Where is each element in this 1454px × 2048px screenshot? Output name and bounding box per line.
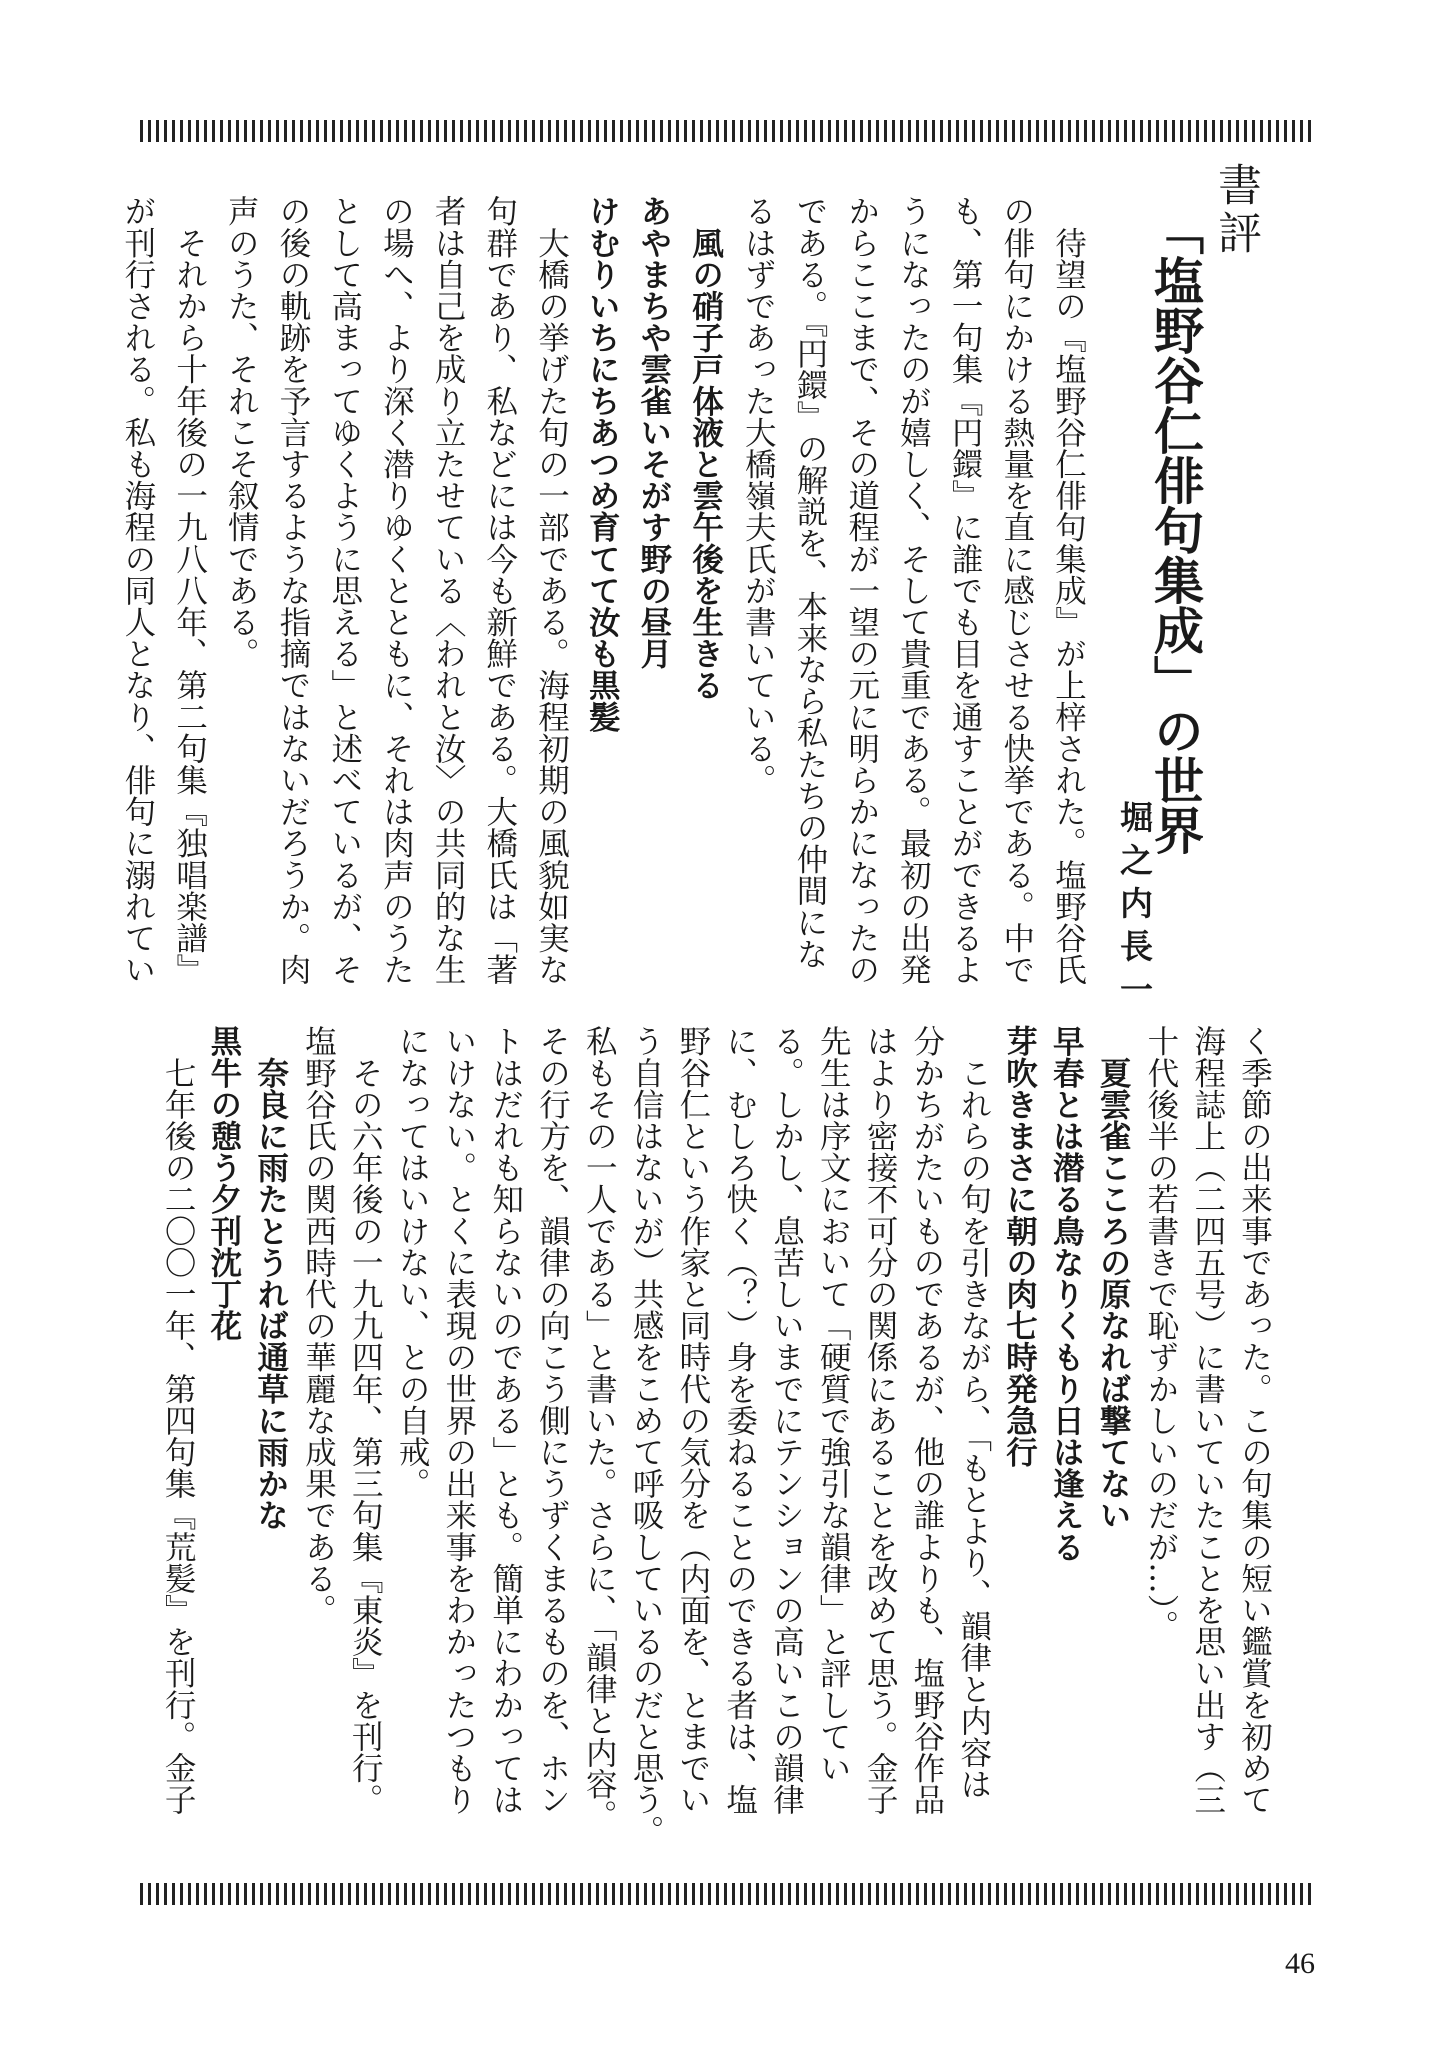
text-column: これらの句を引きながら、「もとより、韻律と内容は (955, 1025, 992, 1800)
text-column: 声のうた、それこそ叙情である。 (223, 195, 260, 669)
text-column: 七年後の二〇〇一年、第四句集『荒髪』を刊行。金子 (160, 1025, 197, 1815)
haiku-line: 早春とは潜る鳥なりくもり日は逢える (1048, 1025, 1086, 1563)
top-ornamental-rule (140, 120, 1315, 142)
bottom-ornamental-rule (140, 1883, 1315, 1905)
text-column: 塩野谷氏の関西時代の華麗な成果である。 (300, 1025, 337, 1626)
text-column: トはだれも知らないのである」とも。簡単にわかっては (487, 1025, 524, 1815)
text-column: 分かちがたいものであるが、他の誰よりも、塩野谷作品 (908, 1025, 945, 1815)
haiku-line: 風の硝子戸体液と雲午後を生きる (687, 195, 725, 701)
text-column: からここまで、その道程が一望の元に明らかになったの (843, 195, 880, 985)
text-column: うになったのが嬉しく、そして貴重である。最初の出発 (895, 195, 932, 985)
text-column: はより密接不可分の関係にあることを改めて思う。金子 (862, 1025, 899, 1815)
article-title: 「塩野谷仁俳句集成」の世界 (1146, 205, 1204, 855)
text-column: が刊行される。私も海程の同人となり、俳句に溺れてい (119, 195, 156, 985)
haiku-line: 芽吹きまさに朝の肉七時発急行 (1001, 1025, 1039, 1468)
text-column: として高まってゆくように思える」と述べているが、そ (326, 195, 363, 985)
text-column: く季節の出来事であった。この句集の短い鑑賞を初めて (1236, 1025, 1273, 1815)
text-column: 句群であり、私などには今も新鮮である。大橋氏は「著 (481, 195, 518, 985)
text-column: 待望の『塩野谷仁俳句集成』が上梓された。塩野谷氏 (1050, 195, 1087, 985)
haiku-line: 黒牛の憩う夕刊沈丁花 (205, 1025, 243, 1341)
text-column: になってはいけない、との自戒。 (394, 1025, 431, 1499)
text-column: その行方を、韻律の向こう側にうずくまるものを、ホン (534, 1025, 571, 1815)
author-name: 堀之内長一 (1115, 800, 1154, 1015)
text-column: その六年後の一九九四年、第三句集『東炎』を刊行。 (347, 1025, 384, 1815)
haiku-line: けむりいちにちあつめ育てて汝も黒髪 (584, 195, 622, 733)
haiku-line: 奈良に雨たとうれば通草に雨かな (252, 1025, 290, 1531)
text-column: も、第一句集『円鐶』に誰でも目を通すことができるよ (947, 195, 984, 985)
text-column: 者は自己を成り立たせている〈われと汝〉の共同的な生 (430, 195, 467, 985)
text-column: の後の軌跡を予言するような指摘ではないだろうか。肉 (275, 195, 311, 985)
text-column: う自信はないが）共感をこめて呼吸しているのだと思う。 (628, 1025, 665, 1847)
text-column: 大橋の挙げた句の一部である。海程初期の風貌如実な (533, 195, 570, 985)
text-column: 十代後半の若書きで恥ずかしいのだが…）。 (1142, 1025, 1179, 1642)
haiku-line: あやまちや雲雀いそがす野の昼月 (635, 195, 673, 669)
text-column: 先生は序文において「硬質で強引な韻律」と評してい (815, 1025, 852, 1784)
text-column: る。しかし、息苦しいまでにテンションの高いこの韻律 (768, 1025, 805, 1815)
text-column: に、むしろ快く（？）身を委ねることのできる者は、塩 (721, 1025, 758, 1815)
text-column: それから十年後の一九八八年、第二句集『独唱楽譜』 (171, 195, 208, 985)
text-column: 私もその一人である」と書いた。さらに、「韻律と内容。 (581, 1025, 618, 1831)
text-column: 海程誌上（二四五号）に書いていたことを思い出す（三 (1189, 1025, 1226, 1815)
text-column: である。『円鐶』の解説を、本来なら私たちの仲間にな (792, 195, 828, 970)
text-column: いけない。とくに表現の世界の出来事をわかったつもり (440, 1025, 477, 1815)
text-column: の俳句にかける熱量を直に感じさせる快挙である。中で (998, 195, 1035, 985)
text-column: 野谷仁という作家と同時代の気分を（内面を、とまでい (674, 1025, 711, 1815)
page-number: 46 (1285, 1947, 1315, 1980)
haiku-line: 夏雲雀こころの原なれば撃てない (1095, 1025, 1133, 1531)
text-column: るはずであった大橋嶺夫氏が書いている。 (740, 195, 777, 796)
text-column: の場へ、より深く潜りゆくとともに、それは肉声のうた (378, 195, 415, 985)
section-label: 書評 (1210, 162, 1261, 258)
